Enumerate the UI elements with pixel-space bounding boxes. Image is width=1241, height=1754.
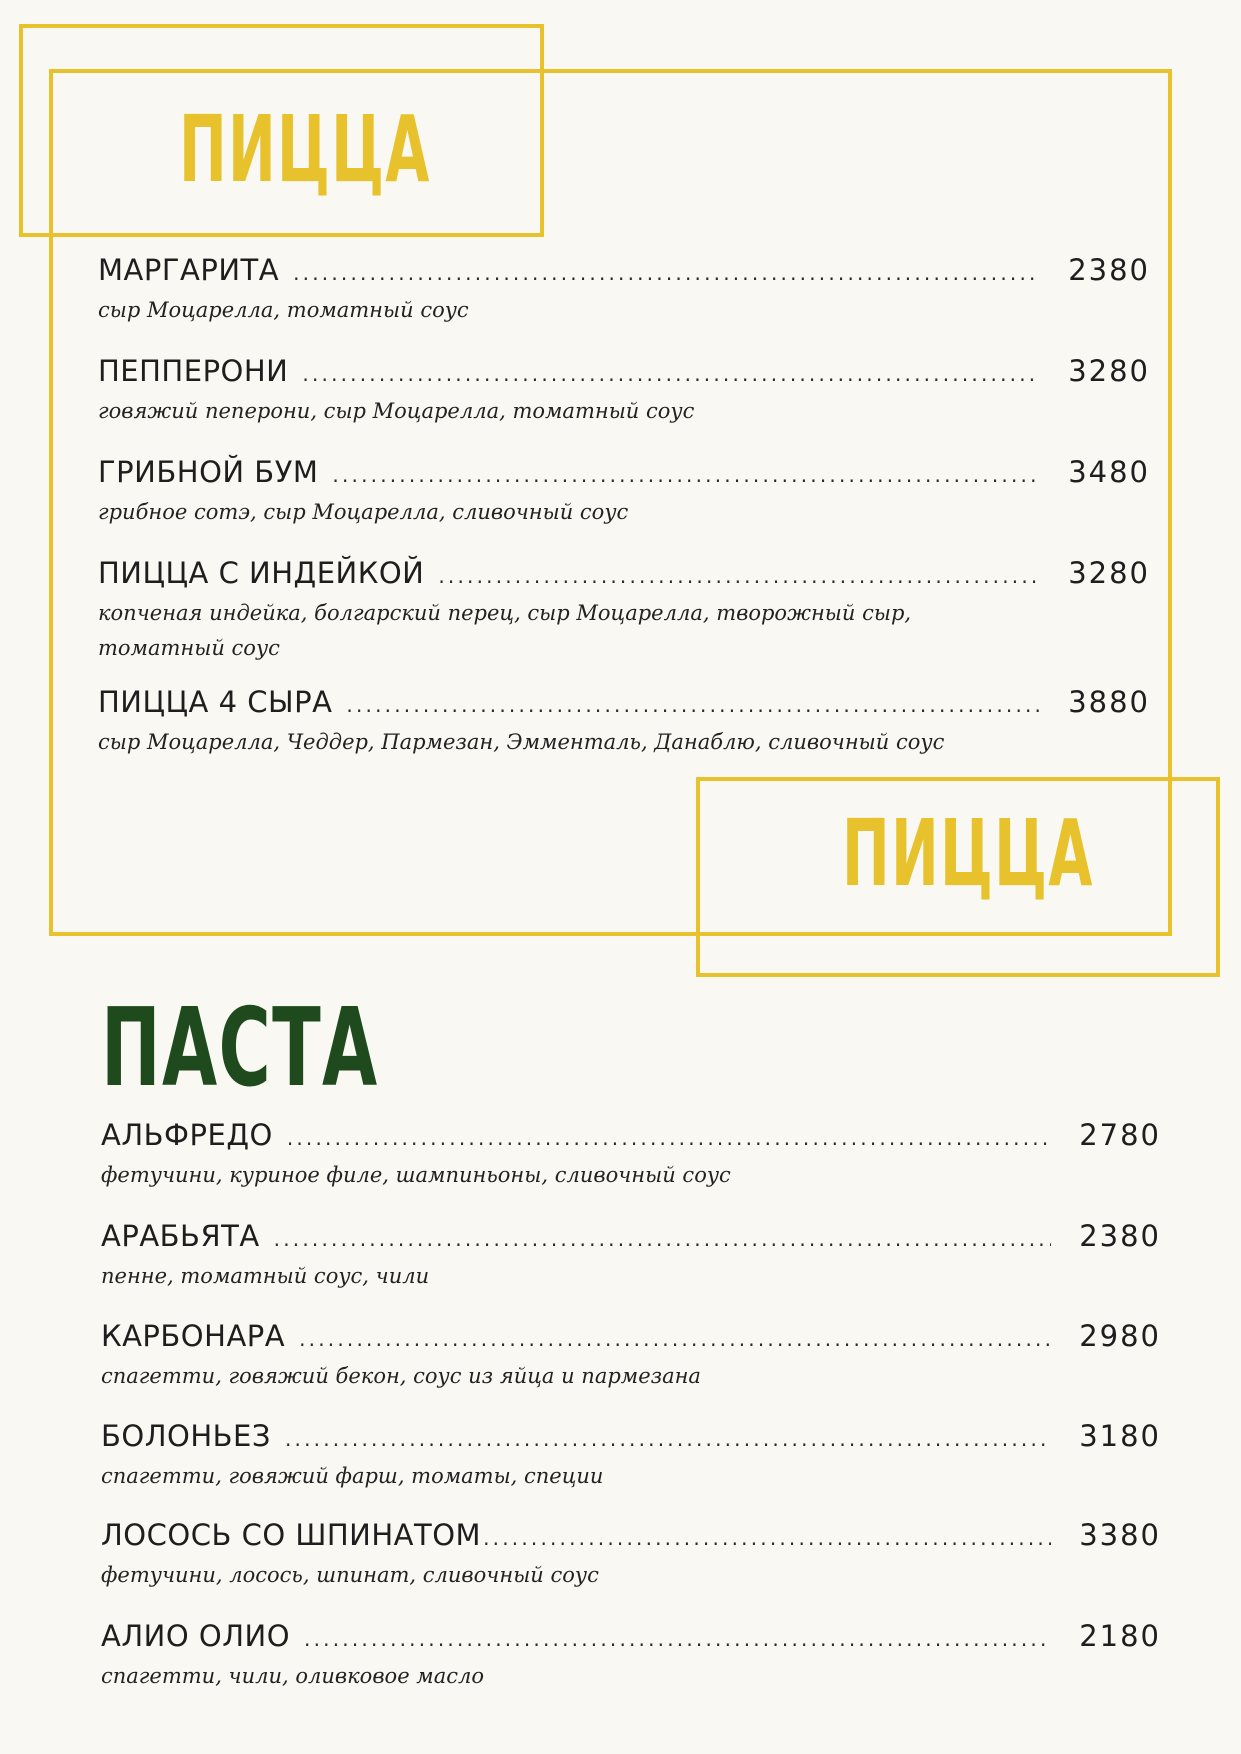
menu-item-name: ПИЦЦА 4 СЫРА	[98, 685, 333, 719]
menu-item-description: спагетти, говяжий фарш, томаты, специи	[101, 1464, 604, 1488]
menu-item-turkey	[98, 556, 1150, 666]
menu-item-bolognese	[101, 1419, 1161, 1494]
pizza-title: ПИЦЦА	[179, 96, 431, 203]
dot-leader	[285, 1427, 1051, 1451]
menu-item-name: АРАБЬЯТА	[101, 1219, 260, 1253]
menu-item-price: 3380	[1079, 1518, 1161, 1552]
dot-leader	[304, 1627, 1051, 1651]
menu-item-name: АЛИО ОЛИО	[101, 1619, 291, 1653]
menu-item-description: сыр Моцарелла, томатный соус	[98, 298, 469, 322]
menu-item-price: 3280	[1068, 556, 1150, 590]
menu-item-margarita	[98, 253, 1150, 328]
menu-item-price: 3180	[1079, 1419, 1161, 1453]
dot-leader	[293, 261, 1040, 285]
dot-leader	[287, 1126, 1051, 1150]
menu-item-price: 3880	[1068, 685, 1150, 719]
menu-item-price: 3480	[1068, 455, 1150, 489]
menu-item-description: спагетти, чили, оливковое масло	[101, 1664, 485, 1688]
menu-item-price: 2980	[1079, 1319, 1161, 1353]
pizza-title-repeat: ПИЦЦА	[842, 800, 1094, 907]
menu-item-aglio-olio	[101, 1619, 1161, 1694]
dot-leader	[302, 362, 1040, 386]
menu-item-carbonara	[101, 1319, 1161, 1394]
menu-item-description: сыр Моцарелла, Чеддер, Пармезан, Эмменталь, Данаблю, сливочный соус	[98, 730, 945, 754]
menu-item-price: 2180	[1079, 1619, 1161, 1653]
menu-item-description: спагетти, говяжий бекон, соус из яйца и пармезана	[101, 1364, 701, 1388]
menu-item-price: 2380	[1079, 1219, 1161, 1253]
menu-item-description: фетучини, лосось, шпинат, сливочный соус	[101, 1563, 599, 1587]
menu-item-name: ЛОСОСЬ СО ШПИНАТОМ	[101, 1518, 482, 1552]
menu-item-alfredo	[101, 1118, 1161, 1193]
pasta-title: ПАСТА	[101, 986, 379, 1111]
menu-item-price: 2380	[1068, 253, 1150, 287]
menu-item-name: ПЕППЕРОНИ	[98, 354, 289, 388]
menu-item-description: фетучини, куриное филе, шампиньоны, сливочный соус	[101, 1163, 731, 1187]
dot-leader	[274, 1227, 1052, 1251]
menu-item-description: копченая индейка, болгарский перец, сыр Моцарелла, творожный сыр, томатный соус	[98, 601, 912, 660]
menu-item-description: грибное сотэ, сыр Моцарелла, сливочный соус	[98, 500, 629, 524]
menu-item-arrabbiata	[101, 1219, 1161, 1294]
dot-leader	[346, 693, 1040, 717]
menu-item-four-cheese	[98, 685, 1150, 760]
menu-item-name: ГРИБНОЙ БУМ	[98, 455, 319, 489]
dot-leader	[483, 1526, 1051, 1550]
dot-leader	[299, 1327, 1051, 1351]
menu-item-salmon-spinach	[101, 1518, 1161, 1593]
menu-item-price: 2780	[1079, 1118, 1161, 1152]
menu-item-name: АЛЬФРЕДО	[101, 1118, 273, 1152]
menu-item-price: 3280	[1068, 354, 1150, 388]
menu-item-name: МАРГАРИТА	[98, 253, 280, 287]
menu-item-name: ПИЦЦА С ИНДЕЙКОЙ	[98, 556, 425, 590]
menu-item-name: КАРБОНАРА	[101, 1319, 286, 1353]
dot-leader	[438, 564, 1040, 588]
menu-item-name: БОЛОНЬЕЗ	[101, 1419, 271, 1453]
dot-leader	[332, 463, 1040, 487]
menu-item-pepperoni	[98, 354, 1150, 429]
menu-item-description: пенне, томатный соус, чили	[101, 1264, 430, 1288]
menu-item-description: говяжий пеперони, сыр Моцарелла, томатный соус	[98, 399, 695, 423]
menu-item-mushroom	[98, 455, 1150, 530]
